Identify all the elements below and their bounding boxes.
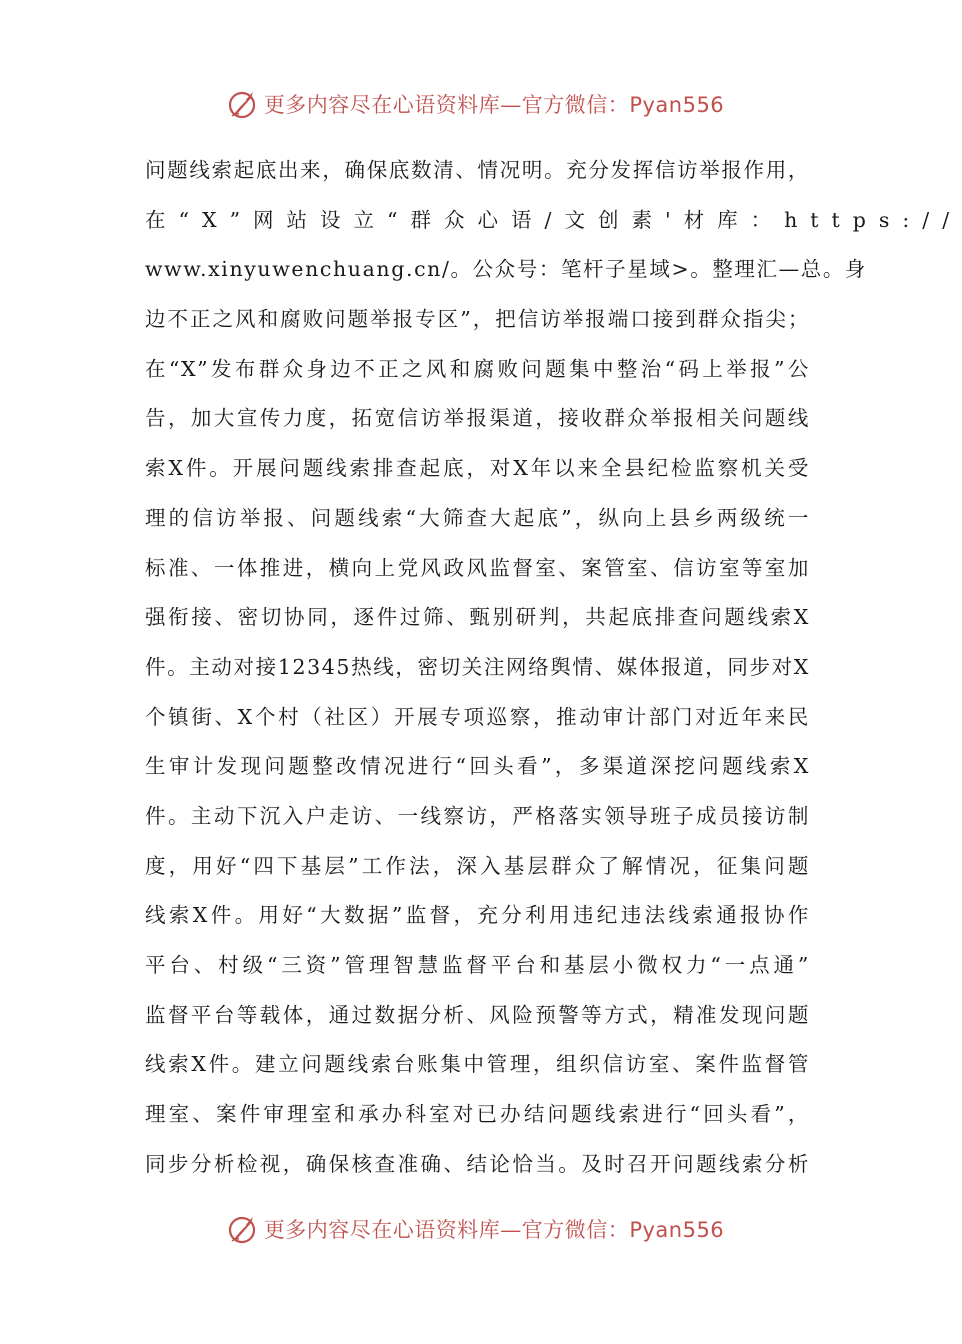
body-line-3: www.xinyuwenchuang.cn/。公众号：笔杆子星域>。整理汇—总。身	[145, 257, 868, 282]
body-line-1: 问题线索起底出来，确保底数清、情况明。充分发挥信访举报作用，	[145, 158, 810, 182]
header-wechat-id: Pyan556	[629, 93, 725, 117]
body-line-9: 标准、一体推进，横向上党风政风监督室、案管室、信访室等室加	[145, 555, 810, 580]
body-line-11: 件。主动对接12345热线，密切关注网络舆情、媒体报道，同步对X	[145, 654, 810, 679]
body-line-15: 度，用好“四下基层”工作法，深入基层群众了解情况，征集问题	[145, 853, 810, 878]
body-line-5: 在“X”发布群众身边不正之风和腐败问题集中整治“码上举报”公	[145, 356, 810, 381]
body-line-2: 在“X”网站设立“群众心语/文创素'材库：https://	[145, 207, 962, 232]
footer-wechat-id: Pyan556	[629, 1218, 725, 1242]
body-line-19: 线索X件。建立问题线索台账集中管理，组织信访室、案件监督管	[145, 1052, 810, 1077]
body-line-12: 个镇街、X个村（社区）开展专项巡察，推动审计部门对近年来民	[145, 704, 810, 729]
pen-feather-icon	[226, 1212, 260, 1246]
body-line-21: 同步分析检视，确保核查准确、结论恰当。及时召开问题线索分析	[145, 1151, 810, 1176]
body-line-20: 理室、案件审理室和承办科室对已办结问题线索进行“回头看”，	[145, 1102, 810, 1127]
body-line-14: 件。主动下沉入户走访、一线察访，严格落实领导班子成员接访制	[145, 803, 810, 828]
body-line-16: 线索X件。用好“大数据”监督，充分利用违纪违法线索通报协作	[145, 903, 810, 928]
document-body	[145, 146, 962, 1189]
header-banner-text: 更多内容尽在心语资料库—官方微信：Pyan556	[263, 93, 725, 117]
footer-banner-text: 更多内容尽在心语资料库—官方微信：Pyan556	[263, 1218, 725, 1242]
body-line-18: 监督平台等载体，通过数据分析、风险预警等方式，精准发现问题	[145, 1002, 810, 1027]
body-line-10: 强衔接、密切协同，逐件过筛、甄别研判，共起底排查问题线索X	[145, 605, 810, 630]
body-line-4: 边不正之风和腐败问题举报专区”，把信访举报端口接到群众指尖；	[145, 307, 810, 332]
body-line-8: 理的信访举报、问题线索“大筛查大起底”，纵向上县乡两级统一	[145, 505, 810, 530]
body-line-6: 告，加大宣传力度，拓宽信访举报渠道，接收群众举报相关问题线	[145, 406, 810, 431]
body-line-13: 生审计发现问题整改情况进行“回头看”，多渠道深挖问题线索X	[145, 754, 810, 779]
body-line-7: 索X件。开展问题线索排查起底，对X年以来全县纪检监察机关受	[145, 456, 810, 481]
body-line-17: 平台、村级“三资”管理智慧监督平台和基层小微权力“一点通”	[145, 953, 810, 977]
header-banner	[0, 84, 950, 124]
footer-banner	[0, 1209, 950, 1249]
pen-feather-icon	[226, 87, 260, 121]
